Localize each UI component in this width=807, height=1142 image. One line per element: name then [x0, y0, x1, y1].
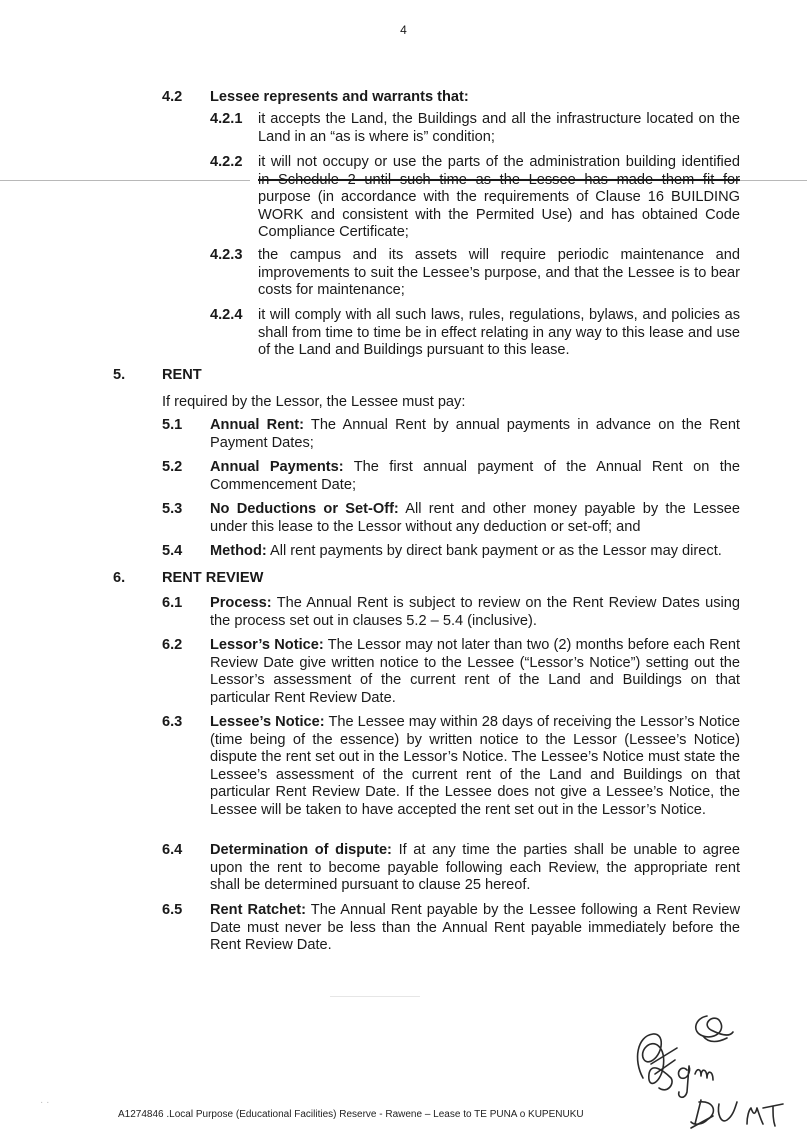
clause-4-2-2-line-1: it will not occupy or use the parts of the administration building identified	[258, 154, 740, 170]
clause-6-2-label: Lessor’s Notice:	[210, 637, 324, 653]
scan-artifact-line	[0, 180, 250, 181]
clause-6-2-text	[210, 637, 740, 707]
clause-5-3-label: No Deductions or Set-Off:	[210, 501, 399, 517]
clause-5-1-number: 5.1	[162, 417, 183, 433]
scan-speck: · ·	[40, 1097, 50, 1108]
scan-artifact-line	[330, 996, 420, 997]
clause-6-3-body: The Lessee may within 28 days of receiving the Lessor’s Notice (time being of the essence) by written notice to the Lessor (Lessee’s Notice) dispute the rent set out in the Lessor’s Notice. The Lessee’s Notice must state the Lessee’s assessment of the current rent of the Land and Buildings on that particular Rent Review Date. If the Lessee does not give a Lessee’s Notice, the Lessee will be taken to have accepted the rent set out in the Lessor’s Notice.	[210, 714, 741, 818]
clause-5-4-number: 5.4	[162, 543, 183, 559]
clause-6-5-label: Rent Ratchet:	[210, 902, 306, 918]
clause-5-1-label: Annual Rent:	[210, 417, 304, 433]
clause-6-2-body: The Lessor may not later than two (2) months before each Rent Review Date give written notice to the Lessee (“Lessor’s Notice”) setting out the Lessor’s assessment of the current rent of the Land and Buildings on that particular Rent Review Date.	[210, 637, 740, 706]
page-number: 4	[400, 23, 407, 37]
clause-4-2-4-number: 4.2.4	[210, 307, 243, 323]
clause-6-1-body: The Annual Rent is subject to review on the Rent Review Dates using the process set out in clauses 5.2 – 5.4 (inclusive).	[210, 595, 741, 629]
clause-4-2-3-number: 4.2.3	[210, 247, 243, 263]
clause-6-4-label: Determination of dispute:	[210, 842, 392, 858]
clause-5-2-number: 5.2	[162, 459, 183, 475]
clause-6-4-text	[210, 842, 740, 895]
section-6-number: 6.	[113, 570, 126, 586]
clause-5-1-body: The Annual Rent by annual payments in advance on the Rent Payment Dates;	[210, 417, 740, 451]
clause-5-4-label: Method:	[210, 543, 267, 559]
clause-5-2-label: Annual Payments:	[210, 459, 344, 475]
clause-4-2-2-text	[258, 154, 740, 242]
clause-6-5-number: 6.5	[162, 902, 183, 918]
clause-4-2-3-text: the campus and its assets will require periodic maintenance and improvements to suit the Lessee’s purpose, and that the Lessee is to bear costs for maintenance;	[258, 247, 740, 298]
section-5-number: 5.	[113, 367, 126, 383]
clause-5-4-body: All rent payments by direct bank payment or as the Lessor may direct.	[270, 543, 722, 559]
handwritten-initials	[615, 1008, 785, 1133]
clause-5-3-text	[210, 501, 740, 536]
clause-4-2-1-number: 4.2.1	[210, 111, 243, 127]
clause-4-2-4-text: it will comply with all such laws, rules, regulations, bylaws, and policies as shall from time to time be in effect relating in any way to this lease and use of the Land and Buildings pursuant to this lease.	[258, 307, 740, 358]
section-5-intro: If required by the Lessor, the Lessee must pay:	[162, 394, 466, 410]
footer-reference: A1274846 .Local Purpose (Educational Facilities) Reserve - Rawene – Lease to TE PUNA o KUPENUKU	[118, 1109, 584, 1120]
clause-4-2-2-rest: purpose (in accordance with the requirements of Clause 16 BUILDING WORK and consistent with the Permited Use) and has obtained Code Compliance Certificate;	[258, 189, 740, 240]
scan-artifact-line	[740, 180, 807, 181]
section-4-2-number: 4.2	[162, 89, 183, 105]
clause-4-2-1-text: it accepts the Land, the Buildings and all the infrastructure located on the Land in an “as is where is” condition;	[258, 111, 740, 145]
clause-6-4-body: If at any time the parties shall be unable to agree upon the rent to become payable following each Review, the appropriate rent shall be determined pursuant to clause 25 hereof.	[210, 842, 740, 893]
clause-4-2-2-number: 4.2.2	[210, 154, 243, 170]
clause-5-3-body: All rent and other money payable by the Lessee under this lease to the Lessor without any deduction or set-off; and	[210, 501, 740, 535]
clause-6-1-label: Process:	[210, 595, 272, 611]
clause-5-2-body: The first annual payment of the Annual Rent on the Commencement Date;	[210, 459, 740, 493]
clause-6-1-number: 6.1	[162, 595, 183, 611]
clause-5-2-text	[210, 459, 740, 494]
clause-6-5-text	[210, 902, 740, 955]
clause-5-4-text	[210, 543, 750, 561]
clause-4-2-2-struck-text: in Schedule 2 until such time as the Lessee has made them fit for	[258, 171, 740, 188]
clause-6-5-body: The Annual Rent payable by the Lessee following a Rent Review Date must never be less than the Annual Rent payable immediately before the Rent Review Date.	[210, 902, 740, 953]
section-5-heading: RENT	[162, 367, 202, 383]
clause-5-1-text	[210, 417, 740, 452]
clause-6-4-number: 6.4	[162, 842, 183, 858]
clause-6-3-label: Lessee’s Notice:	[210, 714, 325, 730]
clause-6-1-text	[210, 595, 740, 630]
clause-6-2-number: 6.2	[162, 637, 183, 653]
clause-6-3-text	[210, 714, 740, 819]
section-6-heading: RENT REVIEW	[162, 570, 264, 586]
section-4-2-heading: Lessee represents and warrants that:	[210, 89, 469, 105]
clause-6-3-number: 6.3	[162, 714, 183, 730]
clause-5-3-number: 5.3	[162, 501, 183, 517]
